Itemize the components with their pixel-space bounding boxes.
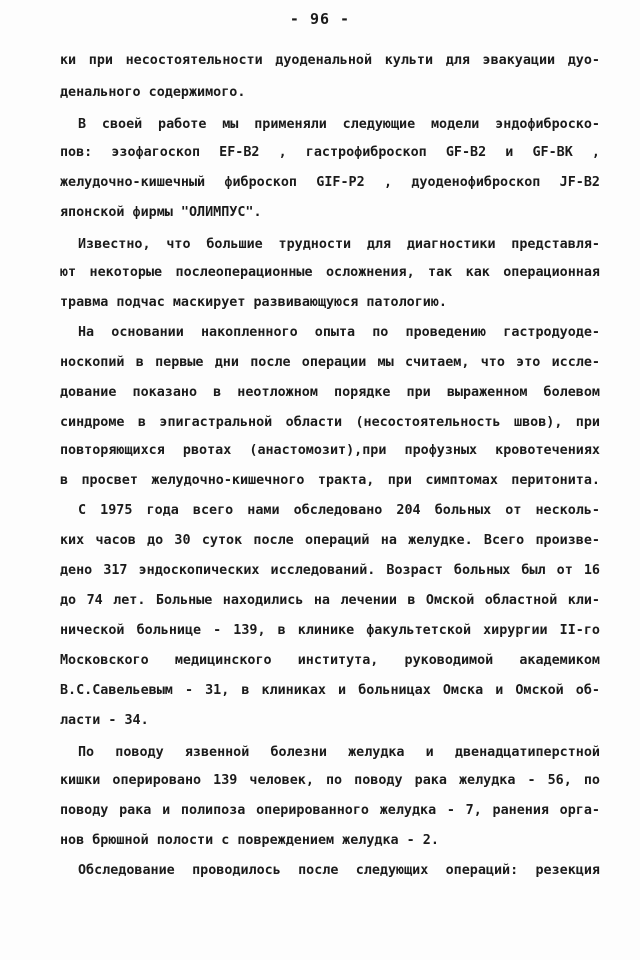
text-line: в просвет желудочно-кишечного тракта, при симптомах перитонита. — [60, 473, 600, 488]
text-line: носкопий в первые дни после операции мы считаем, что это иссле- — [60, 355, 600, 370]
text-line: Известно, что большие трудности для диагностики представля- — [78, 237, 600, 252]
text-line: нической больнице - 139, в клинике факультетской хирургии II-го — [60, 623, 600, 638]
text-line: повторяющихся рвотах (анастомозит),при профузных кровотечениях — [60, 443, 600, 458]
text-line: По поводу язвенной болезни желудка и двенадцатиперстной — [78, 745, 600, 760]
text-line: поводу рака и полипоза оперированного желудка - 7, ранения орга- — [60, 803, 600, 818]
text-line: пов: эзофагоскоп EF-B2 , гастрофиброскоп GF-B2 и GF-BK , — [60, 145, 600, 160]
text-line: ласти - 34. — [60, 713, 149, 728]
page-number: - 96 - — [289, 10, 351, 28]
text-line: ки при несостоятельности дуоденальной культи для эвакуации дуо- — [60, 53, 600, 68]
text-line: синдроме в эпигастральной области (несостоятельность швов), при — [60, 415, 600, 430]
text-line: нов брюшной полости с повреждением желудка - 2. — [60, 833, 439, 848]
text-line: японской фирмы "ОЛИМПУС". — [60, 205, 262, 220]
text-line: Обследование проводилось после следующих операций: резекция — [78, 863, 600, 878]
text-line: На основании накопленного опыта по проведению гастродуоде- — [78, 325, 600, 340]
text-line: кишки оперировано 139 человек, по поводу рака желудка - 56, по — [60, 773, 600, 788]
text-line: ют некоторые послеоперационные осложнения, так как операционная — [60, 265, 600, 280]
text-line: дование показано в неотложном порядке при выраженном болевом — [60, 385, 600, 400]
text-line: В.С.Савельевым - 31, в клиниках и больницах Омска и Омской об- — [60, 683, 600, 698]
text-line: денального содержимого. — [60, 85, 246, 100]
text-line: до 74 лет. Больные находились на лечении в Омской областной кли- — [60, 593, 600, 608]
text-line: С 1975 года всего нами обследовано 204 больных от несколь- — [78, 503, 600, 518]
text-line: В своей работе мы применяли следующие модели эндофиброско- — [78, 117, 600, 132]
text-line: дено 317 эндоскопических исследований. Возраст больных был от 16 — [60, 563, 600, 578]
text-line: ких часов до 30 суток после операций на желудке. Всего произве- — [60, 533, 600, 548]
text-line: желудочно-кишечный фиброскоп GIF-P2 , дуоденофиброскоп JF-B2 — [60, 175, 600, 190]
text-line: травма подчас маскирует развивающуюся патологию. — [60, 295, 447, 310]
text-line: Московского медицинского института, руководимой академиком — [60, 653, 600, 668]
